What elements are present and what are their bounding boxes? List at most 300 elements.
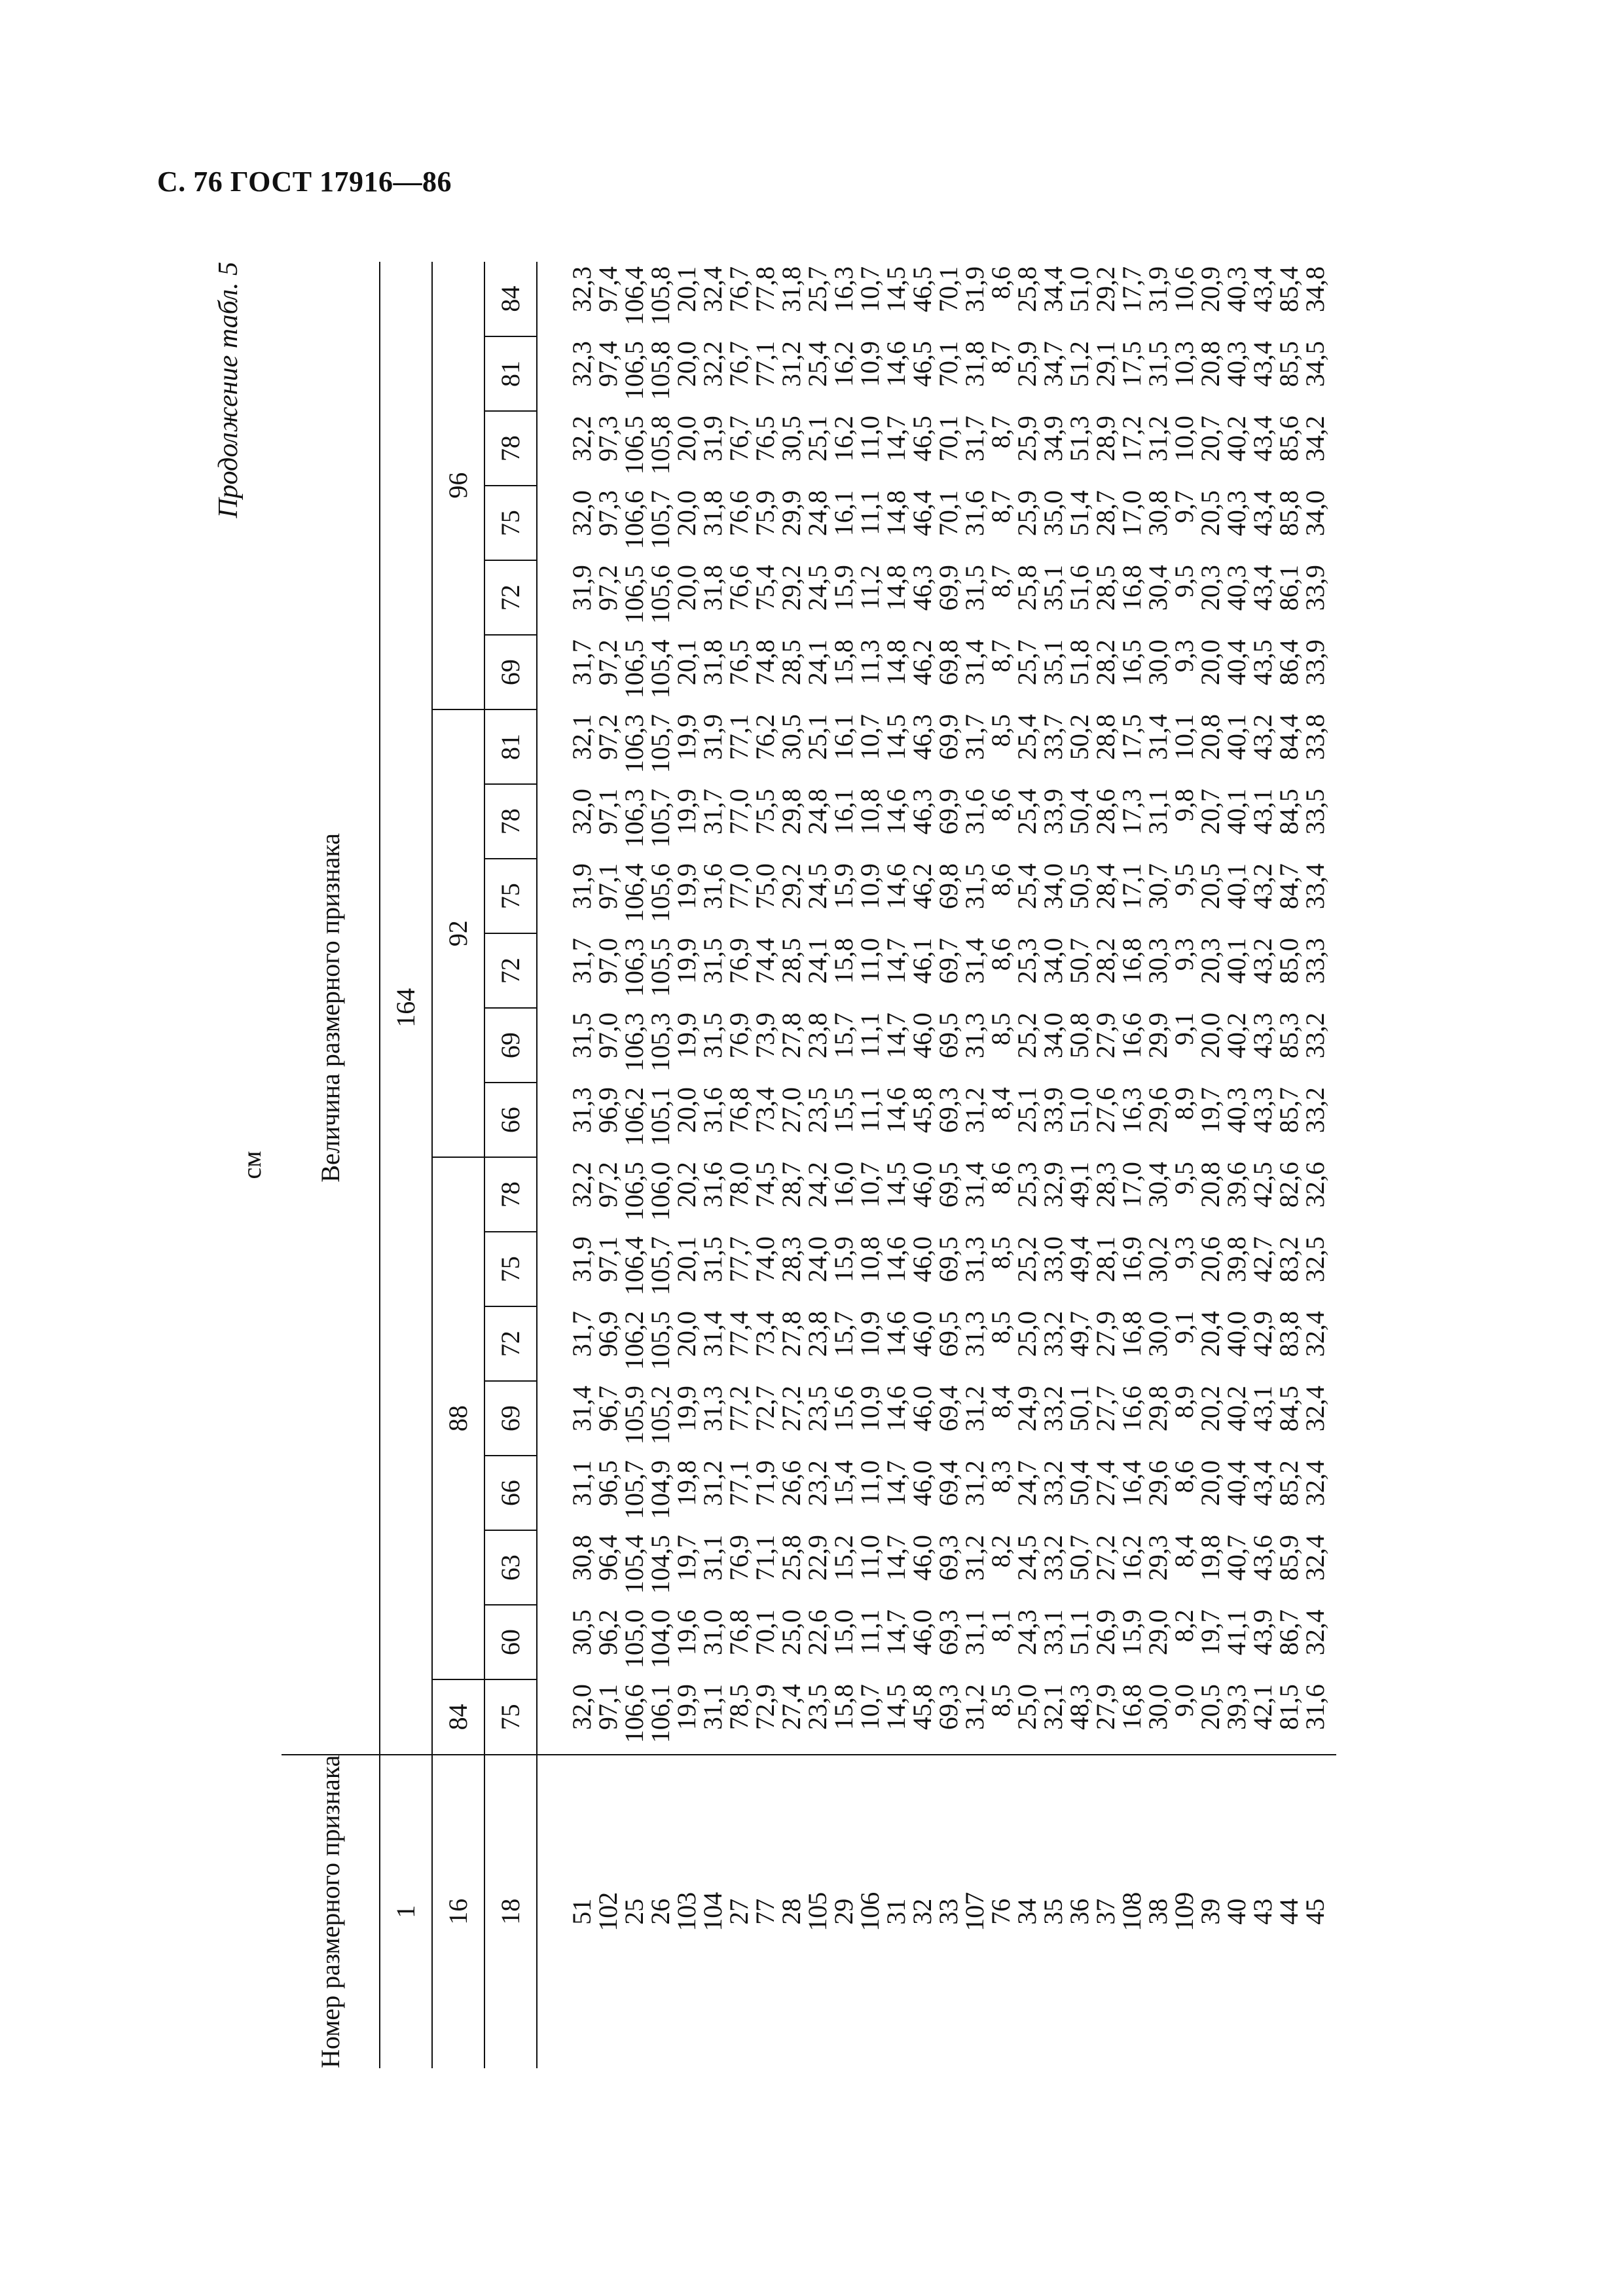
table-cell: 40,1 [1222,863,1251,910]
table-cell: 35,1 [1038,639,1068,686]
row-feature-number: 39 [1197,1755,1224,2068]
table-cell: 50,1 [1065,1386,1094,1432]
table-cell: 51,8 [1065,639,1094,686]
table-cell: 31,9 [698,416,727,462]
table-cell: 10,0 [1169,416,1199,462]
table-cell: 105,8 [646,266,675,325]
table-cell: 69,3 [934,1535,963,1581]
table-cell: 35,0 [1038,490,1068,537]
table-cell: 14,6 [881,1386,911,1432]
table-cell: 25,1 [1012,1087,1042,1134]
table-cell: 71,1 [750,1535,780,1581]
table-cell: 20,5 [1195,490,1225,537]
table-cell: 69,9 [934,789,963,835]
table-cell: 14,6 [881,341,911,387]
table-cell: 69,5 [934,1311,963,1357]
table-cell: 32,2 [698,341,727,387]
table-cell: 43,4 [1248,266,1277,312]
table-cell: 30,5 [776,714,806,761]
table-cell: 84,5 [1274,789,1304,835]
table-cell: 28,7 [1091,490,1120,537]
table-cell: 30,3 [1143,938,1173,984]
table-cell: 51,1 [1065,1609,1094,1656]
table-cell: 106,5 [619,565,649,624]
row-feature-number: 40 [1224,1755,1250,2068]
table-cell: 17,0 [1117,490,1146,537]
table-cell: 43,2 [1248,863,1277,910]
table-cell: 25,2 [1012,1013,1042,1059]
column-header: 78 [484,784,537,859]
table-cell: 43,9 [1248,1609,1277,1656]
table-cell: 78,5 [724,1684,754,1731]
group-header-84: 84 [432,1679,484,1754]
table-cell: 69,3 [934,1087,963,1134]
table-row [1040,262,1067,2068]
table-cell: 19,8 [1195,1535,1225,1581]
table-cell: 15,8 [829,938,858,984]
table-cell: 50,4 [1065,1460,1094,1507]
table-cell: 85,2 [1274,1460,1304,1507]
table-cell: 16,4 [1117,1460,1146,1507]
table-cell: 85,5 [1274,341,1304,387]
table-cell: 15,7 [829,1013,858,1059]
table-cell: 17,1 [1117,863,1146,910]
table-cell: 23,8 [803,1311,832,1357]
table-cell: 8,7 [986,416,1015,449]
table-cell: 31,4 [1143,714,1173,761]
table-cell: 24,8 [803,789,832,835]
table-cell: 34,7 [1038,341,1068,387]
table-cell: 15,5 [829,1087,858,1134]
table-cell: 9,3 [1169,1236,1199,1270]
table-cell: 31,4 [567,1386,596,1432]
table-cell: 40,4 [1222,1460,1251,1507]
table-cell: 10,8 [855,789,884,835]
table-cell: 106,4 [619,266,649,325]
row-feature-number: 25 [621,1755,647,2068]
table-cell: 40,1 [1222,714,1251,761]
table-cell: 8,1 [986,1609,1015,1643]
table-cell: 14,7 [881,938,911,984]
table-cell: 20,8 [1195,341,1225,387]
table-cell: 31,2 [960,1386,989,1432]
table-cell: 27,9 [1091,1013,1120,1059]
table-cell: 42,7 [1248,1236,1277,1283]
table-cell: 9,3 [1169,639,1199,673]
table-cell: 11,2 [855,565,884,610]
table-cell: 33,2 [1038,1311,1068,1357]
table-cell: 8,5 [986,1236,1015,1270]
table-cell: 29,2 [776,565,806,611]
table-cell: 33,9 [1038,789,1068,835]
table-cell: 34,0 [1038,863,1068,910]
table-cell: 105,8 [646,416,675,475]
table-cell: 82,6 [1274,1162,1304,1208]
table-cell: 34,0 [1038,1013,1068,1059]
table-row [674,262,700,2068]
table-cell: 105,7 [646,789,675,848]
table-cell: 77,7 [724,1236,754,1283]
table-cell: 16,8 [1117,1311,1146,1357]
table-cell: 14,8 [881,639,911,686]
table-cell: 30,5 [567,1609,596,1656]
table-cell: 96,7 [593,1386,623,1432]
table-cell: 105,6 [646,863,675,923]
table-cell: 31,1 [1143,789,1173,835]
table-cell: 31,0 [698,1609,727,1656]
table-cell: 31,8 [698,565,727,611]
table-row [1250,262,1276,2068]
table-cell: 14,7 [881,1609,911,1656]
table-cell: 30,4 [1143,1162,1173,1208]
table-cell: 15,9 [1117,1609,1146,1656]
table-cell: 46,0 [907,1386,937,1432]
table-cell: 15,8 [829,639,858,686]
table-cell: 84,4 [1274,714,1304,761]
table-cell: 106,0 [646,1162,675,1221]
table-cell: 19,6 [672,1609,701,1656]
table-cell: 19,8 [672,1460,701,1507]
table-cell: 78,0 [724,1162,754,1208]
table-cell: 28,4 [1091,863,1120,910]
table-cell: 10,7 [855,1162,884,1208]
table-cell: 28,9 [1091,416,1120,462]
table-cell: 72,7 [750,1386,780,1432]
table-cell: 24,5 [803,565,832,611]
table-cell: 69,9 [934,714,963,761]
table-row [537,262,595,2068]
first-column-header [282,1755,380,2068]
table-cell: 14,7 [881,1460,911,1507]
table-cell: 16,2 [1117,1535,1146,1581]
table-cell: 11,0 [855,416,884,461]
table-cell: 40,1 [1222,938,1251,984]
table-cell: 14,6 [881,1311,911,1357]
table-cell: 28,3 [1091,1162,1120,1208]
table-cell: 39,6 [1222,1162,1251,1208]
table-cell: 11,1 [855,490,884,535]
table-cell: 84,5 [1274,1386,1304,1432]
table-cell: 31,2 [1143,416,1173,462]
table-cell: 24,0 [803,1236,832,1283]
table-cell: 76,9 [724,1013,754,1059]
table-cell: 46,4 [907,490,937,537]
table-cell: 40,2 [1222,416,1251,462]
column-header: 66 [484,1083,537,1157]
table-cell: 105,4 [646,639,675,699]
table-cell: 105,7 [619,1460,649,1520]
table-cell: 28,5 [1091,565,1120,611]
table-cell: 14,6 [881,789,911,835]
table-cell: 20,0 [672,565,701,611]
table-cell: 25,8 [1012,565,1042,611]
row-feature-number: 27 [726,1755,752,2068]
table-cell: 34,0 [1038,938,1068,984]
table-continuation-caption: Продолжение табл. 5 [213,262,244,518]
table-row [1093,262,1119,2068]
row-feature-number: 43 [1250,1755,1276,2068]
table-cell: 105,2 [646,1386,675,1445]
table-cell: 20,0 [672,341,701,387]
table-cell: 25,4 [1012,863,1042,910]
table-cell: 8,6 [986,863,1015,897]
table-cell: 34,4 [1038,266,1068,312]
table-cell: 10,8 [855,1236,884,1283]
table-cell: 85,9 [1274,1535,1304,1581]
table-cell: 31,9 [698,714,727,761]
table-cell: 31,8 [776,266,806,312]
table-cell: 50,5 [1065,863,1094,910]
table-cell: 32,4 [1300,1386,1330,1432]
table-cell: 10,6 [1169,266,1199,312]
table-cell: 33,7 [1038,714,1068,761]
column-header: 72 [484,933,537,1008]
table-row [1067,262,1093,2068]
table-cell: 31,7 [698,789,727,835]
table-cell: 20,0 [672,1311,701,1357]
table-cell: 30,0 [1143,639,1173,686]
table-cell: 96,5 [593,1460,623,1507]
table-cell: 29,8 [776,789,806,835]
level1-index: 1 [380,1755,432,2068]
table-cell: 43,4 [1248,565,1277,611]
table-cell: 69,9 [934,565,963,611]
column-header: 75 [484,859,537,933]
table-cell: 9,5 [1169,1162,1199,1195]
units-label: см [237,1151,266,1179]
table-cell: 43,3 [1248,1013,1277,1059]
table-cell: 70,1 [750,1609,780,1656]
table-cell: 105,4 [619,1535,649,1594]
table-cell: 25,4 [803,341,832,387]
row-feature-number: 44 [1276,1755,1302,2068]
table-cell: 40,3 [1222,266,1251,312]
table-cell: 25,8 [776,1535,806,1581]
table-cell: 20,7 [1195,416,1225,462]
table-cell: 50,4 [1065,789,1094,835]
table-row [1171,262,1197,2068]
table-row [857,262,883,2068]
table-cell: 76,8 [724,1609,754,1656]
table-cell: 16,1 [829,714,858,761]
table-cell: 8,2 [986,1535,1015,1568]
table-cell: 76,6 [724,490,754,537]
table-cell: 25,0 [776,1609,806,1656]
table-cell: 8,5 [986,714,1015,747]
measurements-table [282,262,1336,2068]
row-feature-number: 36 [1067,1755,1093,2068]
table-cell: 20,4 [1195,1311,1225,1357]
table-cell: 19,7 [1195,1609,1225,1656]
table-cell: 33,5 [1300,789,1330,835]
column-header: 63 [484,1530,537,1605]
table-cell: 17,0 [1117,1162,1146,1208]
table-cell: 19,9 [672,1684,701,1731]
level1-height-value: 164 [380,262,432,1755]
table-cell: 106,2 [619,1087,649,1147]
table-cell: 34,2 [1300,416,1330,462]
table-cell: 11,0 [855,1535,884,1580]
table-cell: 105,7 [646,714,675,774]
table-cell: 31,2 [960,1460,989,1507]
table-cell: 32,4 [1300,1311,1330,1357]
table-cell: 32,4 [698,266,727,312]
table-cell: 31,5 [960,565,989,611]
table-cell: 31,2 [960,1087,989,1134]
table-cell: 75,9 [750,490,780,537]
row-feature-number: 45 [1302,1755,1336,2068]
table-cell: 105,5 [646,1311,675,1371]
table-cell: 11,0 [855,938,884,983]
column-header: 78 [484,411,537,486]
row-feature-number: 107 [962,1755,988,2068]
table-cell: 69,5 [934,1013,963,1059]
table-cell: 30,0 [1143,1311,1173,1357]
table-cell: 40,4 [1222,639,1251,686]
table-cell: 27,2 [1091,1535,1120,1581]
table-row [700,262,726,2068]
table-cell: 24,8 [803,490,832,537]
table-cell: 105,9 [619,1386,649,1445]
table-cell: 27,8 [776,1311,806,1357]
table-cell: 15,6 [829,1386,858,1432]
table-cell: 9,5 [1169,863,1199,897]
table-cell: 25,3 [1012,938,1042,984]
table-cell: 28,5 [776,639,806,686]
table-cell: 25,4 [1012,789,1042,835]
table-cell: 8,6 [986,938,1015,971]
table-cell: 49,7 [1065,1311,1094,1357]
level3-index: 18 [484,1755,537,2068]
table-cell: 40,1 [1222,789,1251,835]
table-cell: 31,6 [698,1087,727,1134]
table-cell: 27,0 [776,1087,806,1134]
values-header: Величина размерного признака [282,262,380,1755]
table-cell: 86,1 [1274,565,1304,611]
table-row [621,262,647,2068]
table-cell: 51,6 [1065,565,1094,611]
table-cell: 31,8 [698,639,727,686]
table-cell: 8,5 [986,1013,1015,1046]
table-cell: 19,7 [672,1535,701,1581]
table-cell: 10,7 [855,266,884,312]
table-cell: 96,2 [593,1609,623,1656]
table-cell: 8,4 [986,1386,1015,1419]
column-header: 69 [484,1008,537,1083]
table-cell: 28,7 [776,1162,806,1208]
table-row [1145,262,1171,2068]
table-cell: 43,4 [1248,1460,1277,1507]
table-cell: 33,3 [1300,938,1330,984]
table-cell: 31,9 [567,863,596,910]
table-cell: 85,0 [1274,938,1304,984]
row-feature-number: 35 [1040,1755,1067,2068]
table-cell: 96,9 [593,1311,623,1357]
table-cell: 43,1 [1248,789,1277,835]
table-cell: 15,0 [829,1609,858,1656]
column-header: 72 [484,560,537,635]
row-feature-number: 103 [674,1755,700,2068]
row-feature-number: 29 [831,1755,857,2068]
table-cell: 45,8 [907,1087,937,1134]
table-cell: 84,7 [1274,863,1304,910]
table-cell: 20,2 [1195,1386,1225,1432]
table-cell: 33,1 [1038,1609,1068,1656]
table-cell: 46,0 [907,1013,937,1059]
table-cell: 46,0 [907,1236,937,1283]
table-cell: 11,1 [855,1013,884,1058]
table-cell: 10,9 [855,1386,884,1432]
table-cell: 9,7 [1169,490,1199,524]
table-cell: 30,2 [1143,1236,1173,1283]
table-cell: 33,9 [1300,565,1330,611]
table-cell: 28,3 [776,1236,806,1283]
table-cell: 70,1 [934,266,963,312]
column-header: 81 [484,336,537,411]
column-header: 84 [484,262,537,336]
row-feature-number: 102 [595,1755,621,2068]
table-cell: 14,6 [881,1236,911,1283]
table-cell: 11,1 [855,1087,884,1132]
table-cell: 20,0 [672,490,701,537]
table-cell: 9,3 [1169,938,1199,971]
table-cell: 105,7 [646,1236,675,1296]
column-header: 66 [484,1456,537,1530]
table-cell: 40,2 [1222,1013,1251,1059]
table-cell: 43,5 [1248,639,1277,686]
table-cell: 14,7 [881,1013,911,1059]
table-cell: 31,6 [698,1162,727,1208]
table-cell: 20,2 [672,1162,701,1208]
table-cell: 32,4 [1300,1609,1330,1656]
table-cell: 97,0 [593,1013,623,1059]
table-cell: 43,6 [1248,1535,1277,1581]
table-cell: 31,4 [960,1162,989,1208]
table-cell: 14,7 [881,1535,911,1581]
table-cell: 8,6 [1169,1460,1199,1494]
table-cell: 43,4 [1248,341,1277,387]
table-row [1014,262,1040,2068]
table-cell: 15,2 [829,1535,858,1581]
table-cell: 74,5 [750,1162,780,1208]
table-cell: 69,3 [934,1684,963,1731]
table-cell: 97,1 [593,1684,623,1731]
table-cell: 20,5 [1195,863,1225,910]
table-cell: 42,1 [1248,1684,1277,1731]
table-cell: 33,2 [1300,1087,1330,1134]
table-cell: 30,8 [1143,490,1173,537]
table-row [1119,262,1145,2068]
table-cell: 33,0 [1038,1236,1068,1283]
table-cell: 86,7 [1274,1609,1304,1656]
row-feature-number: 34 [1014,1755,1040,2068]
table-cell: 71,9 [750,1460,780,1507]
table-cell: 69,8 [934,863,963,910]
table-cell: 46,0 [907,1311,937,1357]
table-cell: 24,5 [1012,1535,1042,1581]
table-cell: 33,2 [1300,1013,1330,1059]
table-cell: 106,6 [619,1684,649,1744]
table-cell: 28,2 [1091,938,1120,984]
column-header: 78 [484,1157,537,1232]
table-cell: 97,2 [593,565,623,611]
table-cell: 8,9 [1169,1386,1199,1419]
table-cell: 51,3 [1065,416,1094,462]
table-cell: 70,1 [934,490,963,537]
table-cell: 32,0 [567,789,596,835]
table-cell: 105,3 [646,1013,675,1072]
table-cell: 31,5 [698,1236,727,1283]
